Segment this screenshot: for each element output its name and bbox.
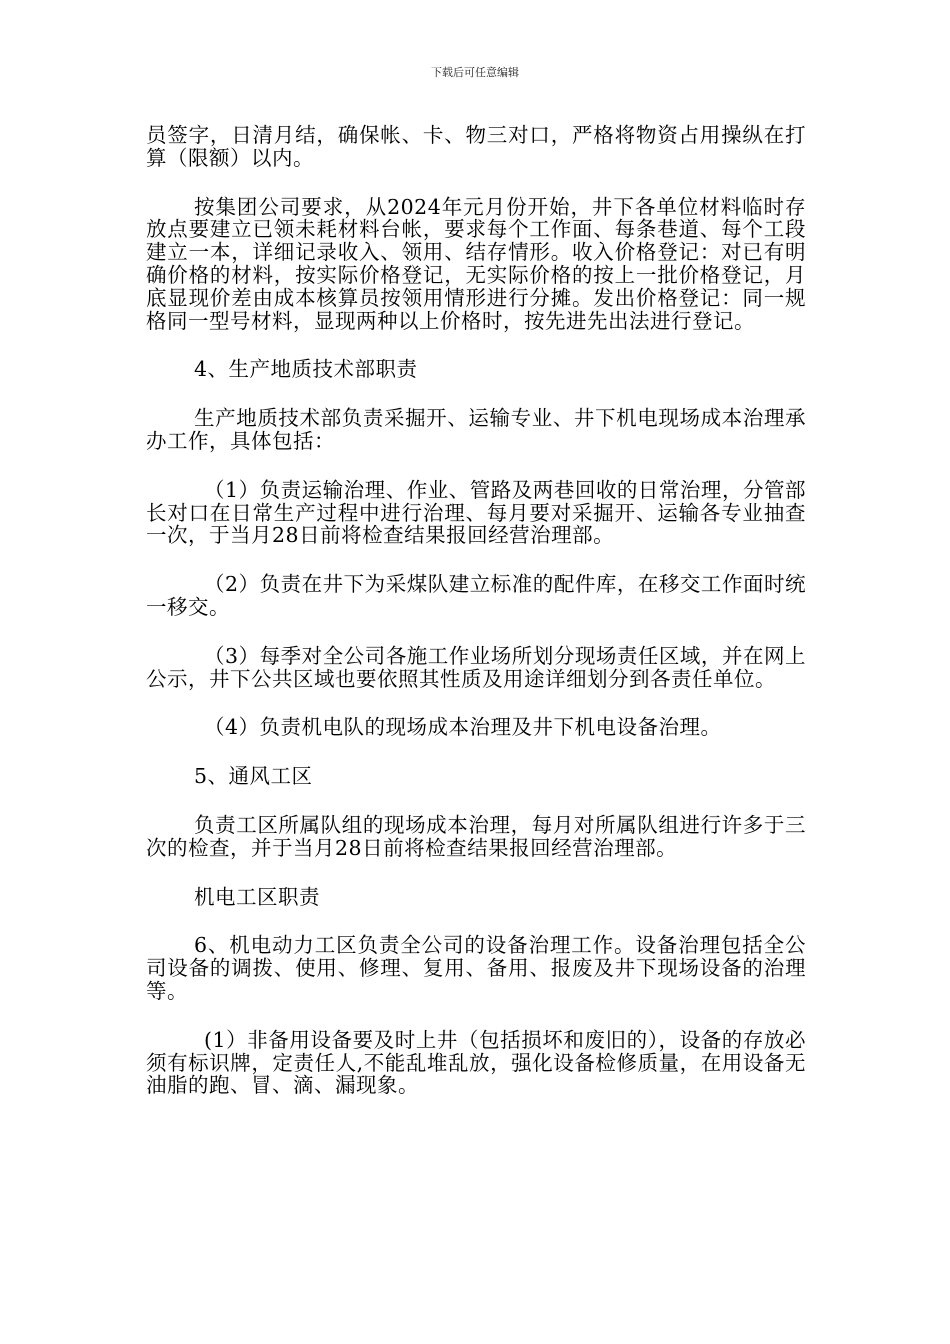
list-item-responsibility-zones: （3）每季对全公司各施工作业场所划分现场责任区域，并在网上公示，井下公共区域也要依照其性质及用途详细划分到各责任单位。 — [146, 643, 806, 691]
section-heading-production-geology: 4、生产地质技术部职责 — [194, 357, 418, 382]
list-item-parts-warehouse: （2）负责在井下为采煤队建立标准的配件库，在移交工作面时统一移交。 — [146, 572, 806, 619]
list-item-transport-management: （1）负责运输治理、作业、管路及两巷回收的日常治理，分管部长对口在日常生产过程中进行治理、每月要对采掘开、运输各专业抽查一次，于当月28日前将检查结果报回经营治理部。 — [146, 477, 806, 548]
section-heading-electromechanical: 机电工区职责 — [194, 884, 320, 909]
paragraph-ventilation-duties: 负责工区所属队组的现场成本治理，每月对所属队组进行许多于三次的检查，并于当月28日前将检查结果报回经营治理部。 — [146, 812, 806, 860]
section-heading-ventilation: 5、通风工区 — [194, 764, 313, 789]
paragraph-material-ledger: 按集团公司要求，从2024年元月份开始，井下各单位材料临时存放点要建立已领未耗材料台帐，要求每个工作面、每条巷道、每个工段建立一本，详细记录收入、领用、结存情形。收入价格登记：对已有明确价格的材料，按实际价格登记，无实际价格的按上一批价格登记，月底显现价差由成本核算员按领用情形进行分摊。发出价格登记：同一规格同一型号材料，显现两种以上价格时，按先进先出法进行登记。 — [146, 194, 806, 333]
paragraph-production-geology-duties: 生产地质技术部负责采掘开、运输专业、井下机电现场成本治理承办工作，具体包括： — [146, 406, 806, 453]
document-body — [146, 124, 806, 1123]
paragraph-signature-continuation: 员签字，日清月结，确保帐、卡、物三对口，严格将物资占用操纵在打算（限额）以内。 — [146, 123, 806, 170]
paragraph-equipment-management: 6、机电动力工区负责全公司的设备治理工作。设备治理包括全公司设备的调拨、使用、修理、复用、备用、报废及井下现场设备的治理等。 — [146, 933, 806, 1003]
list-item-equipment-storage: (1）非备用设备要及时上井（包括损坏和废旧的），设备的存放必须有标识牌，定责任人,不能乱堆乱放，强化设备检修质量，在用设备无油脂的跑、冒、滴、漏现象。 — [146, 1027, 806, 1098]
list-item-electromechanical-team: （4）负责机电队的现场成本治理及井下机电设备治理。 — [204, 715, 722, 740]
page-header: 下载后可任意编辑 — [431, 66, 519, 79]
